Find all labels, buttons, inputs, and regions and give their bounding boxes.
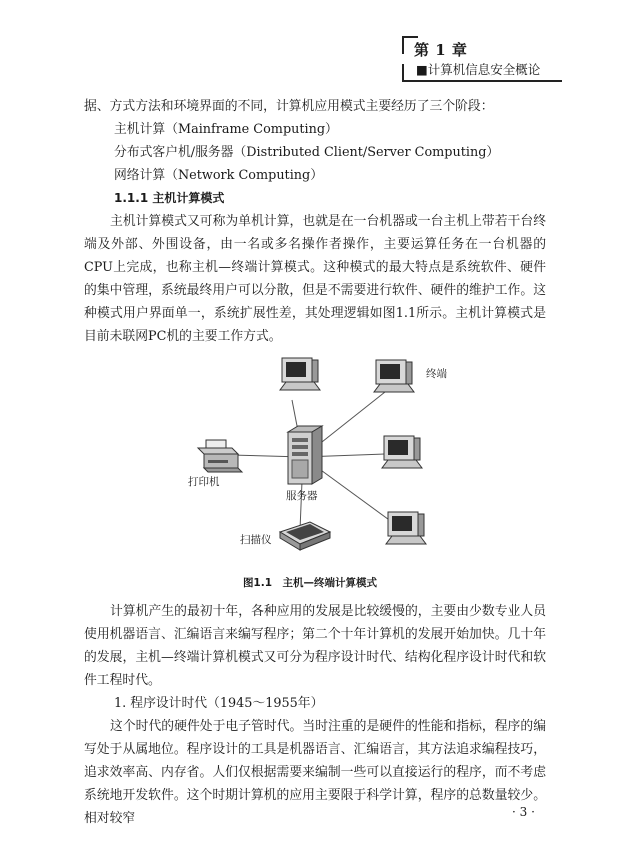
figure-caption: 图1.1 主机—终端计算模式: [242, 577, 378, 589]
label-scanner: 扫描仪: [240, 534, 272, 546]
server-icon: [288, 426, 322, 484]
paragraph-mainframe-mode: 主机计算模式又可称为单机计算，也就是在一台机器或一台主机上带若干台终端及外部、外围设备，由一名或多名操作者操作，主要运算任务在一台机器的CPU上完成，也称主机—终端计算模式。这种模式的最大特点是系统软件、硬件的集中管理，系统最终用户可以分散，但是不需要进行软件、硬件的维护工作。这种模式用户界面单一，系统扩展性差，其处理逻辑如图1.1所示。主机计算模式是目前未联网PC机的主要工作方式。: [84, 214, 546, 344]
label-terminal: 终端: [426, 368, 447, 380]
terminal-3-icon: [382, 436, 422, 468]
figure-mainframe-terminal: [180, 352, 470, 574]
text-block-bottom: [84, 600, 546, 830]
terminal-2-icon: [374, 360, 414, 392]
text-block-top: [84, 95, 546, 348]
paragraph-programming-era: 这个时代的硬件处于电子管时代。当时注重的是硬件的性能和指标，程序的编写处于从属地位。程序设计的工具是机器语言、汇编语言，其方法追求编程技巧，追求效率高、内存省。人们仅根据需要来编制一些可以直接运行的程序，而不考虑系统地开发软件。这个时期计算机的应用主要限于科学计算，程序的总数量较少。相对较窄: [84, 719, 546, 826]
label-server: 服务器: [286, 490, 318, 502]
list-item-client-server: 分布式客户机/服务器（Distributed Client/Server Computing）: [114, 145, 500, 160]
label-printer: 打印机: [188, 476, 220, 488]
list-item-mainframe: 主机计算（Mainframe Computing）: [114, 122, 338, 137]
chapter-title: ■计算机信息安全概论: [416, 62, 541, 77]
chapter-number: 第 1 章: [414, 41, 468, 59]
printer-icon: [198, 440, 242, 472]
subheading-programming-era: 1. 程序设计时代（1945～1955年）: [114, 696, 324, 711]
network-diagram: [180, 352, 470, 574]
list-item-network: 网络计算（Network Computing）: [114, 168, 324, 183]
section-heading: 1.1.1 主机计算模式: [114, 191, 225, 205]
scanner-icon: [280, 522, 330, 550]
chapter-header: [402, 36, 562, 82]
terminal-1-icon: [280, 358, 320, 390]
paragraph-history: 计算机产生的最初十年，各种应用的发展是比较缓慢的，主要由少数专业人员使用机器语言、汇编语言来编写程序；第二个十年计算机的发展开始加快。几十年的发展，主机—终端计算机模式又可分为程序设计时代、结构化程序设计时代和软件工程时代。: [84, 604, 546, 688]
terminal-4-icon: [386, 512, 426, 544]
paragraph-intro: 据、方式方法和环境界面的不同，计算机应用模式主要经历了三个阶段：: [84, 99, 494, 114]
page-number: · 3 ·: [512, 805, 535, 819]
